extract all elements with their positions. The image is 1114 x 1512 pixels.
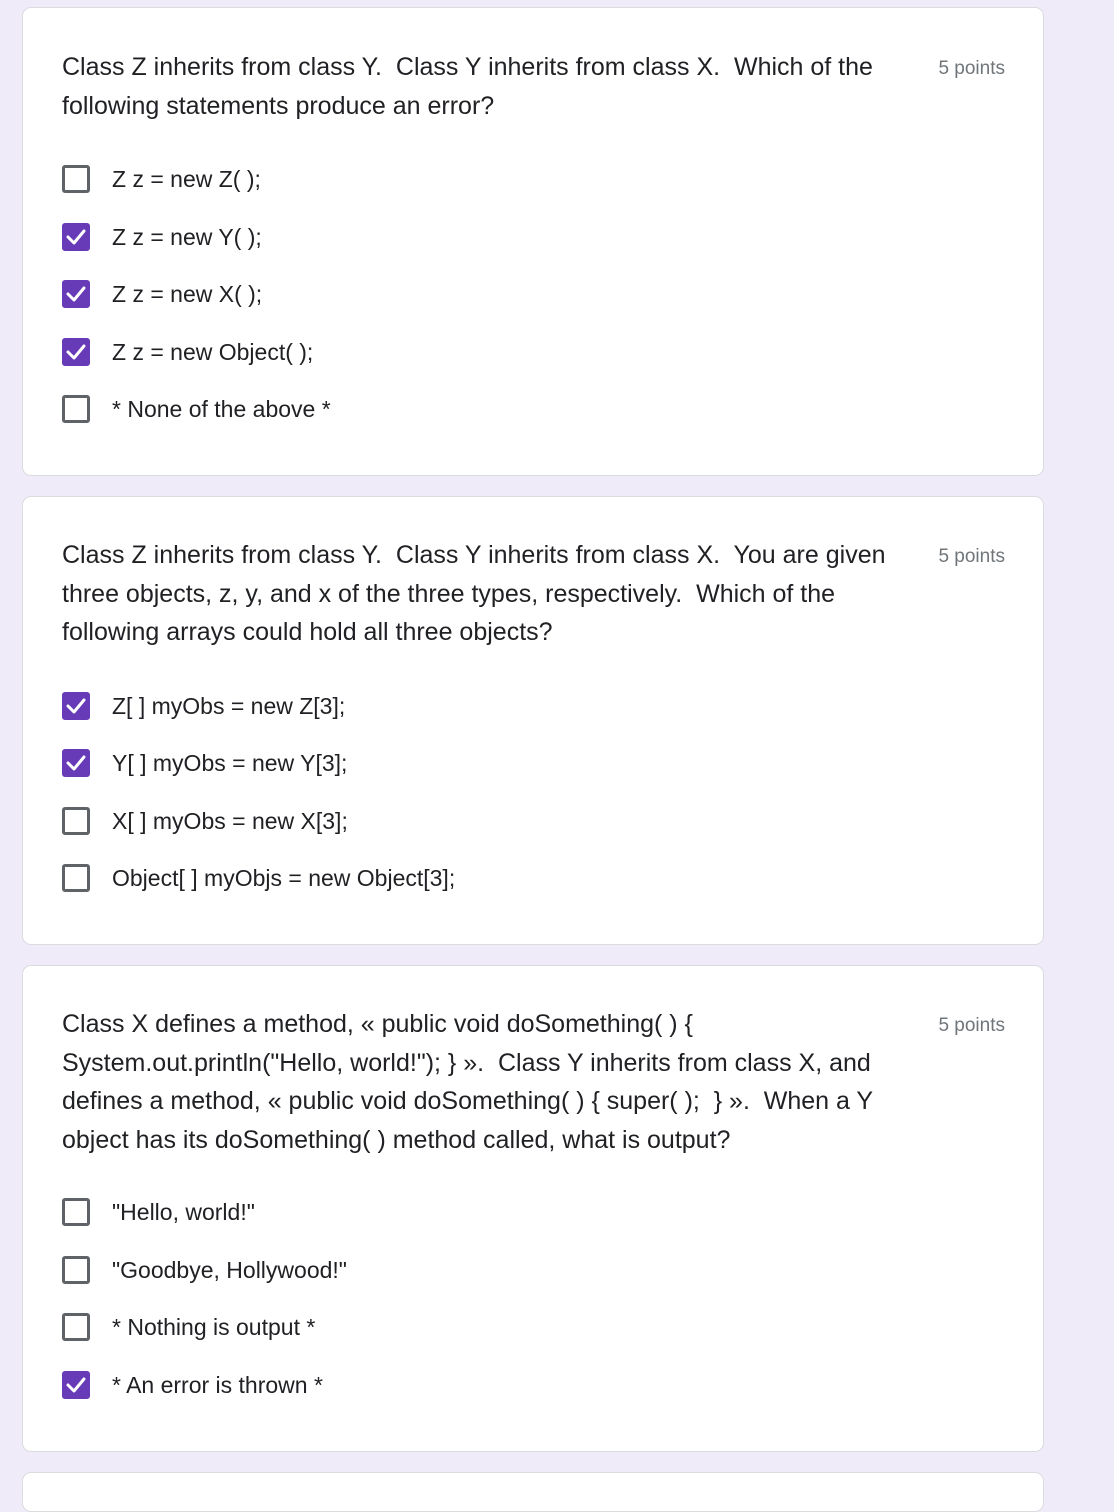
question-card-1	[22, 7, 1044, 476]
option-checkbox[interactable]	[62, 861, 455, 895]
check-icon	[65, 283, 87, 305]
option-checkbox[interactable]	[62, 392, 331, 426]
check-icon	[65, 752, 87, 774]
option-checkbox[interactable]	[62, 1195, 255, 1229]
checkbox[interactable]	[62, 1313, 90, 1341]
points-label: 5 points	[938, 546, 1005, 567]
question-text: Class Z inherits from class Y. Class Y inherits from class X. Which of the following statements produce an error?	[62, 53, 880, 120]
checkbox[interactable]	[62, 395, 90, 423]
option-checkbox[interactable]	[62, 1310, 315, 1344]
option-checkbox[interactable]	[62, 689, 345, 723]
checkbox[interactable]	[62, 1256, 90, 1284]
option-checkbox[interactable]	[62, 277, 262, 311]
checkbox[interactable]	[62, 280, 90, 308]
option-label: Z z = new X( );	[112, 280, 263, 307]
question-text: Class X defines a method, « public void doSomething( ) { System.out.println("Hello, world!"); } ». Class Y inherits from class X, and defines a method, « public void doSomething( ) { super( ); } ». When a Y object has its doSomething( ) method called, what is output?	[62, 1010, 880, 1154]
option-label: Z z = new Z( );	[112, 165, 261, 192]
option-checkbox[interactable]	[62, 220, 262, 254]
option-label: Y[ ] myObs = new Y[3];	[112, 749, 348, 776]
option-label: X[ ] myObs = new X[3];	[112, 807, 348, 834]
option-label: "Hello, world!"	[112, 1198, 255, 1225]
option-label: * Nothing is output *	[112, 1313, 316, 1340]
checkbox[interactable]	[62, 749, 90, 777]
option-checkbox[interactable]	[62, 1368, 323, 1402]
option-label: Object[ ] myObjs = new Object[3];	[112, 864, 456, 891]
check-icon	[65, 341, 87, 363]
checkbox[interactable]	[62, 692, 90, 720]
question-card-2	[22, 496, 1044, 945]
option-label: "Goodbye, Hollywood!"	[112, 1256, 347, 1283]
option-checkbox[interactable]	[62, 804, 348, 838]
option-label: * None of the above *	[112, 395, 331, 422]
option-checkbox[interactable]	[62, 1253, 347, 1287]
question-card-3	[22, 965, 1044, 1452]
question-text: Class Z inherits from class Y. Class Y inherits from class X. You are given three objects, z, y, and x of the three types, respectively. Which of the following arrays could hold all three objects?	[62, 541, 893, 646]
option-label: Z[ ] myObs = new Z[3];	[112, 692, 346, 719]
check-icon	[65, 1374, 87, 1396]
points-label: 5 points	[938, 58, 1005, 79]
points-label: 5 points	[938, 1015, 1005, 1036]
checkbox[interactable]	[62, 338, 90, 366]
checkbox[interactable]	[62, 807, 90, 835]
question-card-4-partial	[22, 1472, 1044, 1512]
checkbox[interactable]	[62, 223, 90, 251]
option-checkbox[interactable]	[62, 746, 347, 780]
checkbox[interactable]	[62, 1198, 90, 1226]
option-label: * An error is thrown *	[112, 1371, 323, 1398]
checkbox[interactable]	[62, 165, 90, 193]
checkbox[interactable]	[62, 1371, 90, 1399]
option-label: Z z = new Object( );	[112, 338, 314, 365]
option-checkbox[interactable]	[62, 335, 313, 369]
check-icon	[65, 226, 87, 248]
option-label: Z z = new Y( );	[112, 223, 262, 250]
checkbox[interactable]	[62, 864, 90, 892]
option-checkbox[interactable]	[62, 162, 261, 196]
check-icon	[65, 695, 87, 717]
